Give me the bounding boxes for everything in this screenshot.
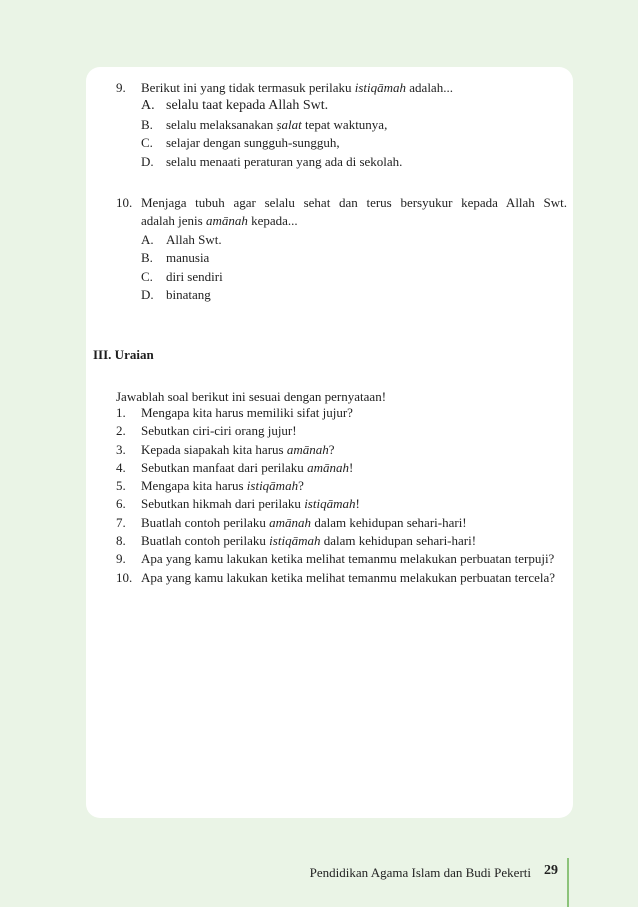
essay-item: 8. Buatlah contoh perilaku istiqāmah dalam kehidupan sehari-hari! bbox=[116, 533, 477, 549]
essay-item: 2. Sebutkan ciri-ciri orang jujur! bbox=[116, 423, 297, 439]
page-footer bbox=[0, 858, 638, 888]
page-number: 29 bbox=[544, 863, 558, 878]
accent-bar bbox=[567, 858, 569, 907]
essay-item: 10. Apa yang kamu lakukan ketika melihat temanmu melakukan perbuatan tercela? bbox=[116, 569, 556, 585]
option-b: B. selalu melaksanakan ṣalat tepat waktunya, bbox=[141, 116, 388, 132]
question-number: 9. bbox=[116, 80, 126, 95]
essay-item: 7. Buatlah contoh perilaku amānah dalam kehidupan sehari-hari! bbox=[116, 514, 467, 530]
essay-item: 9. Apa yang kamu lakukan ketika melihat temanmu melakukan perbuatan terpuji? bbox=[116, 551, 555, 567]
option-a: A. selalu taat kepada Allah Swt. bbox=[141, 98, 329, 114]
option-d: D. binatang bbox=[141, 287, 211, 303]
question-number: 10. bbox=[116, 195, 133, 210]
question-text-line2: adalah jenis amānah kepada... bbox=[141, 213, 298, 229]
essay-item: 1. Mengapa kita harus memiliki sifat jujur? bbox=[116, 405, 353, 420]
option-c: C. selajar dengan sungguh-sungguh, bbox=[141, 135, 340, 151]
option-d: D. selalu menaati peraturan yang ada di sekolah. bbox=[141, 153, 403, 169]
essay-item: 3. Kepada siapakah kita harus amānah? bbox=[116, 441, 335, 457]
essay-item: 5. Mengapa kita harus istiqāmah? bbox=[116, 478, 304, 494]
book-title: Pendidikan Agama Islam dan Budi Pekerti bbox=[309, 865, 531, 880]
options-list bbox=[141, 97, 567, 171]
option-b: B. manusia bbox=[141, 250, 210, 266]
essay-item: 6. Sebutkan hikmah dari perilaku istiqāmah! bbox=[116, 496, 360, 512]
question-10 bbox=[116, 194, 567, 304]
section-instruction: Jawablah soal berikut ini sesuai dengan pernyataan! bbox=[116, 389, 387, 404]
question-text-line1: Menjaga tubuh agar selalu sehat dan terus bersyukur kepada Allah Swt. bbox=[141, 195, 567, 210]
question-9 bbox=[116, 79, 567, 171]
question-text: Berikut ini yang tidak termasuk perilaku istiqāmah adalah... bbox=[141, 80, 453, 95]
section-title: III. Uraian bbox=[93, 347, 154, 362]
option-a: A. Allah Swt. bbox=[141, 231, 222, 247]
essay-list bbox=[116, 404, 567, 587]
option-c: C. diri sendiri bbox=[141, 268, 223, 284]
essay-item: 4. Sebutkan manfaat dari perilaku amānah! bbox=[116, 459, 354, 475]
options-list bbox=[141, 231, 567, 305]
